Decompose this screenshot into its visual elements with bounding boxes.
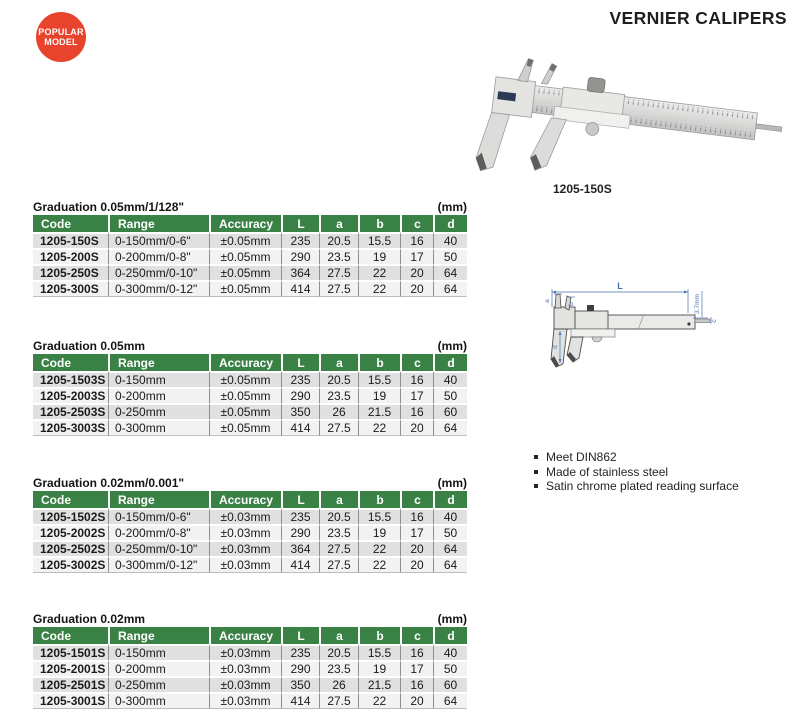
table-cell: 27.5 [319, 540, 358, 556]
column-header: a [319, 354, 358, 371]
column-header: c [400, 354, 433, 371]
table-cell: 21.5 [358, 676, 400, 692]
column-header: Range [108, 215, 209, 232]
table-cell: 414 [281, 419, 319, 436]
spec-table [33, 627, 467, 709]
table-row [33, 676, 467, 692]
table-row [33, 232, 467, 248]
table-cell: ±0.03mm [209, 676, 281, 692]
spec-table [33, 491, 467, 573]
column-header: L [281, 354, 319, 371]
dimension-diagram [540, 277, 725, 375]
column-header: a [319, 215, 358, 232]
table-cell: 22 [358, 556, 400, 573]
table-cell: ±0.03mm [209, 524, 281, 540]
table-cell: 60 [433, 403, 467, 419]
column-header: Range [108, 627, 209, 644]
table-cell: ±0.03mm [209, 660, 281, 676]
cell-code: 1205-2503S [33, 403, 108, 419]
table-cell: 20 [400, 692, 433, 709]
table-cell: 19 [358, 660, 400, 676]
table-cell: 20.5 [319, 644, 358, 660]
table-cell: 22 [358, 280, 400, 297]
column-header: Accuracy [209, 354, 281, 371]
table-title: Graduation 0.05mm [33, 339, 146, 353]
table-cell: 235 [281, 508, 319, 524]
feature-item [534, 465, 739, 480]
table-cell: 235 [281, 232, 319, 248]
table-cell: 27.5 [319, 264, 358, 280]
table-cell: 235 [281, 644, 319, 660]
column-header: Range [108, 491, 209, 508]
table-cell: 290 [281, 387, 319, 403]
caliper-photo-illustration [437, 55, 792, 180]
table-cell: 17 [400, 248, 433, 264]
table-row [33, 264, 467, 280]
table-cell: 17 [400, 387, 433, 403]
table-cell: 364 [281, 264, 319, 280]
cell-code: 1205-2002S [33, 524, 108, 540]
column-header: Accuracy [209, 215, 281, 232]
table-cell: 290 [281, 524, 319, 540]
table-cell: 19 [358, 248, 400, 264]
table-cell: 26 [319, 403, 358, 419]
column-header: Code [33, 215, 108, 232]
table-cell: 350 [281, 676, 319, 692]
table-row [33, 387, 467, 403]
cell-code: 1205-1502S [33, 508, 108, 524]
table-cell: 19 [358, 387, 400, 403]
column-header: d [433, 627, 467, 644]
table-cell: ±0.05mm [209, 403, 281, 419]
table-cell: 16 [400, 371, 433, 387]
table-cell: 0-150mm/0-6" [108, 232, 209, 248]
table-cell: 20 [400, 540, 433, 556]
table-cell: 0-250mm [108, 676, 209, 692]
cell-code: 1205-300S [33, 280, 108, 297]
feature-item [534, 450, 739, 465]
column-header: a [319, 627, 358, 644]
table-row [33, 371, 467, 387]
column-header: Code [33, 354, 108, 371]
page-title: VERNIER CALIPERS [609, 8, 787, 28]
cell-code: 1205-150S [33, 232, 108, 248]
diagram-label-d: d [552, 345, 559, 349]
table-cell: ±0.03mm [209, 644, 281, 660]
table-cell: ±0.03mm [209, 508, 281, 524]
table-cell: 19 [358, 524, 400, 540]
table-cell: 20 [400, 264, 433, 280]
table-cell: 22 [358, 692, 400, 709]
table-cell: 0-300mm/0-12" [108, 280, 209, 297]
table-cell: 20 [400, 556, 433, 573]
table-cell: 0-250mm/0-10" [108, 264, 209, 280]
table-cell: 20.5 [319, 508, 358, 524]
table-cell: 20 [400, 280, 433, 297]
table-cell: 40 [433, 644, 467, 660]
column-header: b [358, 627, 400, 644]
table-cell: 0-250mm/0-10" [108, 540, 209, 556]
table-caption [33, 201, 467, 213]
table-cell: 0-250mm [108, 403, 209, 419]
table-cell: 27.5 [319, 556, 358, 573]
table-cell: ±0.05mm [209, 264, 281, 280]
table-cell: ±0.03mm [209, 540, 281, 556]
table-cell: 60 [433, 676, 467, 692]
table-row [33, 644, 467, 660]
column-header: b [358, 491, 400, 508]
column-header: c [400, 491, 433, 508]
table-caption [33, 613, 467, 625]
header-row [33, 354, 467, 371]
square-bullet-icon [534, 470, 538, 474]
table-cell: 21.5 [358, 403, 400, 419]
table-cell: 0-150mm [108, 371, 209, 387]
diagram-label-c: c [711, 319, 718, 323]
table-cell: 50 [433, 248, 467, 264]
cell-code: 1205-250S [33, 264, 108, 280]
spec-table-block [33, 340, 467, 436]
table-cell: 23.5 [319, 524, 358, 540]
column-header: d [433, 491, 467, 508]
diagram-label-L: L [617, 281, 623, 291]
table-cell: 64 [433, 280, 467, 297]
table-cell: 64 [433, 692, 467, 709]
table-row [33, 508, 467, 524]
table-cell: 0-200mm/0-8" [108, 248, 209, 264]
table-cell: 27.5 [319, 419, 358, 436]
table-cell: 17 [400, 524, 433, 540]
header-row [33, 627, 467, 644]
table-cell: ±0.05mm [209, 280, 281, 297]
header-row [33, 491, 467, 508]
table-cell: ±0.05mm [209, 387, 281, 403]
product-code-caption: 1205-150S [553, 182, 612, 196]
table-unit: (mm) [437, 476, 467, 490]
table-cell: 15.5 [358, 232, 400, 248]
table-cell: 15.5 [358, 644, 400, 660]
table-cell: 22 [358, 540, 400, 556]
table-cell: 50 [433, 524, 467, 540]
table-cell: 17 [400, 660, 433, 676]
table-row [33, 248, 467, 264]
cell-code: 1205-1501S [33, 644, 108, 660]
table-cell: 364 [281, 540, 319, 556]
badge-line1: POPULAR [38, 27, 84, 37]
table-cell: 23.5 [319, 387, 358, 403]
column-header: a [319, 491, 358, 508]
table-caption [33, 340, 467, 352]
feature-list [534, 450, 739, 494]
caliper-photo [437, 55, 792, 180]
table-row [33, 524, 467, 540]
table-unit: (mm) [437, 200, 467, 214]
column-header: L [281, 215, 319, 232]
table-cell: 0-300mm [108, 692, 209, 709]
cell-code: 1205-3001S [33, 692, 108, 709]
table-cell: ±0.05mm [209, 371, 281, 387]
table-cell: 15.5 [358, 508, 400, 524]
cell-code: 1205-200S [33, 248, 108, 264]
feature-text: Meet DIN862 [546, 450, 617, 464]
table-cell: 64 [433, 540, 467, 556]
table-cell: ±0.03mm [209, 556, 281, 573]
table-row [33, 660, 467, 676]
table-unit: (mm) [437, 339, 467, 353]
table-cell: ±0.03mm [209, 692, 281, 709]
table-cell: 15.5 [358, 371, 400, 387]
table-cell: 290 [281, 248, 319, 264]
table-title: Graduation 0.02mm/0.001" [33, 476, 185, 490]
column-header: Accuracy [209, 491, 281, 508]
column-header: d [433, 354, 467, 371]
table-row [33, 540, 467, 556]
table-cell: 414 [281, 692, 319, 709]
diagram-label-a: a [544, 299, 551, 303]
cell-code: 1205-2502S [33, 540, 108, 556]
table-cell: 20.5 [319, 232, 358, 248]
table-cell: 20 [400, 419, 433, 436]
column-header: d [433, 215, 467, 232]
table-cell: 40 [433, 371, 467, 387]
table-cell: 16 [400, 644, 433, 660]
table-cell: 235 [281, 371, 319, 387]
table-cell: 16 [400, 232, 433, 248]
column-header: b [358, 354, 400, 371]
table-cell: 22 [358, 264, 400, 280]
column-header: Accuracy [209, 627, 281, 644]
spec-table [33, 215, 467, 297]
column-header: Code [33, 491, 108, 508]
column-header: c [400, 627, 433, 644]
column-header: L [281, 491, 319, 508]
table-title: Graduation 0.05mm/1/128" [33, 200, 185, 214]
table-cell: 40 [433, 232, 467, 248]
table-cell: 23.5 [319, 248, 358, 264]
table-cell: 0-200mm/0-8" [108, 524, 209, 540]
square-bullet-icon [534, 455, 538, 459]
table-cell: 16 [400, 676, 433, 692]
table-caption [33, 477, 467, 489]
table-cell: 50 [433, 660, 467, 676]
feature-text: Satin chrome plated reading surface [546, 479, 739, 493]
table-cell: 0-300mm/0-12" [108, 556, 209, 573]
column-header: Code [33, 627, 108, 644]
diagram-label-rod: 3.7mm [694, 294, 701, 314]
spec-table [33, 354, 467, 436]
cell-code: 1205-3003S [33, 419, 108, 436]
square-bullet-icon [534, 484, 538, 488]
diagram-label-b: b [568, 302, 575, 306]
table-cell: 0-150mm/0-6" [108, 508, 209, 524]
table-cell: 64 [433, 556, 467, 573]
table-cell: 20.5 [319, 371, 358, 387]
table-cell: 16 [400, 508, 433, 524]
column-header: b [358, 215, 400, 232]
cell-code: 1205-1503S [33, 371, 108, 387]
column-header: c [400, 215, 433, 232]
table-cell: 50 [433, 387, 467, 403]
feature-item [534, 479, 739, 494]
table-cell: 0-300mm [108, 419, 209, 436]
table-cell: 16 [400, 403, 433, 419]
table-title: Graduation 0.02mm [33, 612, 146, 626]
table-cell: 0-150mm [108, 644, 209, 660]
table-cell: 414 [281, 280, 319, 297]
table-cell: 350 [281, 403, 319, 419]
cell-code: 1205-2501S [33, 676, 108, 692]
table-row [33, 692, 467, 709]
table-cell: 27.5 [319, 692, 358, 709]
table-row [33, 419, 467, 436]
header-row [33, 215, 467, 232]
table-cell: 414 [281, 556, 319, 573]
table-cell: 64 [433, 264, 467, 280]
table-cell: ±0.05mm [209, 419, 281, 436]
table-cell: ±0.05mm [209, 232, 281, 248]
cell-code: 1205-2003S [33, 387, 108, 403]
table-cell: 0-200mm [108, 387, 209, 403]
spec-tables [33, 0, 467, 723]
table-cell: 23.5 [319, 660, 358, 676]
table-row [33, 556, 467, 573]
spec-table-block [33, 201, 467, 297]
table-row [33, 280, 467, 297]
table-cell: 27.5 [319, 280, 358, 297]
table-cell: 290 [281, 660, 319, 676]
table-cell: 64 [433, 419, 467, 436]
column-header: L [281, 627, 319, 644]
spec-table-block [33, 613, 467, 709]
feature-text: Made of stainless steel [546, 464, 669, 479]
table-cell: 22 [358, 419, 400, 436]
spec-table-block [33, 477, 467, 573]
table-cell: 0-200mm [108, 660, 209, 676]
cell-code: 1205-2001S [33, 660, 108, 676]
table-cell: ±0.05mm [209, 248, 281, 264]
table-row [33, 403, 467, 419]
badge-line2: MODEL [44, 37, 78, 47]
cell-code: 1205-3002S [33, 556, 108, 573]
table-cell: 26 [319, 676, 358, 692]
dimension-diagram-illustration [540, 277, 725, 375]
table-unit: (mm) [437, 612, 467, 626]
column-header: Range [108, 354, 209, 371]
table-cell: 40 [433, 508, 467, 524]
